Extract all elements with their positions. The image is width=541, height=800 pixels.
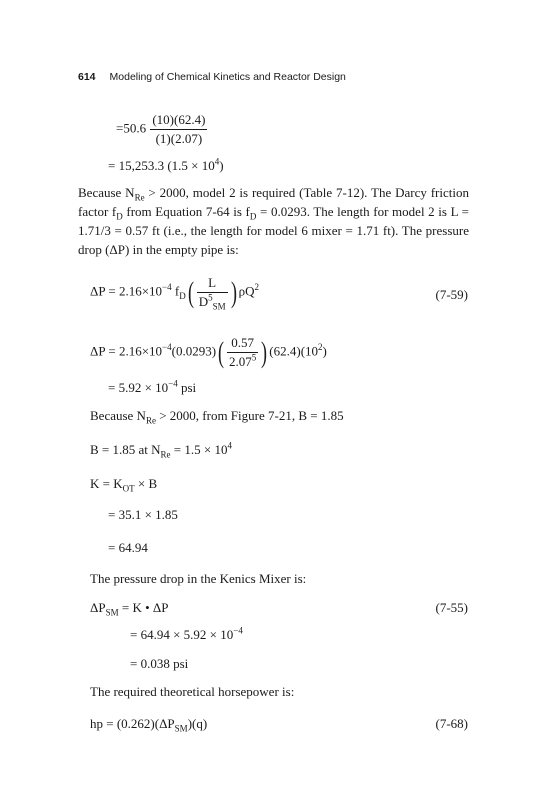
density-value: (62.4) [269,343,301,359]
equation-exponent: −4 [162,282,172,293]
result-close: ) [219,158,224,173]
text-line-figure [90,408,344,424]
text-line-b [90,442,232,458]
line-text: > 2000, from Figure 7-21, B = 1.85 [155,408,344,423]
text-line-kenics: The pressure drop in the Kenics Mixer is: [90,571,307,586]
paragraph-model-selection [78,183,469,259]
flow-close: ) [322,343,327,359]
equation-7-68 [90,716,207,732]
equation-number: (7-59) [435,287,468,302]
left-paren: ( [187,275,194,309]
line-subscript: Re [145,415,156,426]
result-line-reynolds [108,158,224,174]
fraction-denominator: (1)(2.07) [155,131,203,146]
friction-factor: f [171,283,180,299]
line-text: = 64.94 × 5.92 × 10 [130,627,234,642]
para-text: = 0.0293. The length for model 2 is L = 1.71/3 = 0.57 ft (i.e., the length for model 6 mixer = 1.71 ft). The pressure drop (ΔP) in the empty pipe is: [78,204,469,257]
denominator-subscript: SM [212,301,226,312]
fraction-numerator: (10)(62.4) [150,112,207,130]
equation-lhs: ΔP = 2.16×10 [90,343,163,359]
line-text: K = K [90,476,123,491]
running-title: Modeling of Chemical Kinetics and Reactor Design [109,71,346,83]
line-subscript: OT [122,483,135,494]
equation-number: (7-55) [435,600,468,615]
denominator-exponent: 5 [208,292,213,303]
text-line-p-result: = 0.038 psi [130,656,189,671]
para-text: Because N [78,185,135,200]
left-paren: ( [218,335,225,369]
result-exponent: −4 [168,378,178,389]
result-text: = 15,253.3 (1.5 × 10 [108,158,215,173]
fraction [197,275,228,310]
denominator-base: D [198,294,209,309]
running-header [78,71,346,83]
result-text: = 5.92 × 10 [108,380,169,395]
equation-subscript: SM [105,607,119,618]
line-text: B = 1.85 at N [90,442,161,457]
fraction-denominator [197,293,228,310]
equation-tail-exponent: 2 [254,282,259,293]
right-paren: ) [230,275,237,309]
equation-substituted [90,335,327,370]
text-line-hp-intro: The required theoretical horsepower is: [90,684,295,699]
right-paren: ) [261,335,268,369]
denominator-exponent: 5 [251,352,257,363]
line-exponent: −4 [233,625,243,636]
equation-text: hp = (0.262)(ΔP [90,716,175,731]
text-line-k-calc: = 35.1 × 1.85 [108,507,178,522]
line-exponent: 4 [227,440,232,451]
para-subscript: D [116,211,123,222]
equation-subscript: SM [174,723,188,734]
para-subscript: D [249,211,257,222]
line-subscript: Re [160,449,171,460]
text-line-k-result: = 64.94 [108,540,148,555]
fraction [150,112,207,147]
equation-7-59 [90,275,259,310]
fraction-denominator [227,353,258,370]
equation-text: ΔP [90,600,106,615]
text-line-k [90,476,157,492]
fraction [227,335,258,370]
equation-text: )(q) [187,716,208,731]
equation-tail: ρQ [238,283,255,299]
equation-7-55 [90,600,168,616]
line-text: Because N [90,408,146,423]
line-text: × B [134,476,158,491]
equation-lhs: =50.6 [116,120,147,136]
friction-factor-subscript: D [179,291,186,302]
fraction-numerator: 0.57 [227,335,258,353]
para-text: from Equation 7-64 is f [122,204,250,219]
result-unit: psi [177,380,197,395]
fraction-numerator: L [197,275,228,293]
result-line-pressure [108,380,196,396]
equation-lhs: ΔP = 2.16×10 [90,283,163,299]
page-number: 614 [78,71,96,83]
equation-exponent: −4 [162,342,172,353]
para-text: > 2000, model 2 is required (Table 7-12). The Darcy friction factor f [78,185,469,219]
flow-exponent: 2 [318,342,323,353]
equation-text: = K • ΔP [118,600,169,615]
text-line-p-calc [130,627,243,643]
denominator-base: 2.07 [229,354,252,369]
line-text: = 1.5 × 10 [170,442,228,457]
equation-number: (7-68) [435,716,468,731]
flow-value: (10 [300,343,319,359]
equation-fraction-top [116,112,208,147]
friction-factor-value: (0.0293) [171,343,217,359]
para-subscript: Re [134,192,145,203]
result-exponent: 4 [214,156,220,167]
